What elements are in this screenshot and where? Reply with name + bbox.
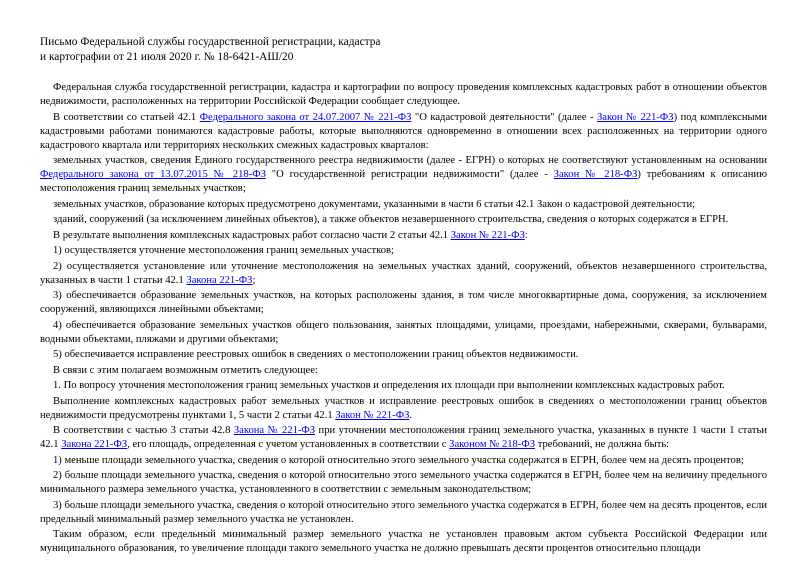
paragraph-land-plots — [40, 154, 767, 196]
text-span: "О государственной регистрации недвижимости" (далее - — [265, 169, 554, 180]
text-span: "О кадастровой деятельности" (далее - — [411, 111, 597, 123]
paragraph-intro: Федеральная служба государственной регистрации, кадастра и картографии по вопросу проведения комплексных кадастровых работ в отношении объектов недвижимости, расположенных на территории Российской Федерации сообщает следующее. — [40, 82, 767, 107]
text-span: ) требованиям к описанию местоположения границ земельных участков; — [40, 169, 767, 194]
link-law-221-works[interactable]: Закон № 221-ФЗ — [335, 409, 410, 421]
text-span: 2) осуществляется установление или уточнение местоположения на земельных участках зданий, сооружений, объектов незавершенного строительства, указанных в части 1 статьи 42.1 — [40, 260, 767, 286]
paragraph-works — [40, 395, 767, 423]
list-item-1: 1) осуществляется уточнение местоположения границ земельных участков; — [53, 245, 394, 256]
document-title — [40, 35, 767, 65]
link-law-218-area[interactable]: Законом № 218-ФЗ — [449, 439, 536, 450]
text-span: В соответствии со статьей 42.1 — [53, 111, 200, 123]
link-law-221-full[interactable]: Федерального закона от 24.07.2007 № 221-ФЗ — [199, 111, 412, 123]
text-span: . — [409, 409, 413, 421]
text-span: В соответствии с частью 3 статьи 42.8 — [53, 425, 234, 436]
list-item-4: 4) обеспечивается образование земельных участков общего пользования, занятых площадями, улицами, проездами, набережными, скверами, бульварами, водными объектами, пляжами и другими объектами; — [40, 319, 767, 345]
paragraph-results — [40, 229, 767, 243]
text-span: Выполнение комплексных кадастровых работ земельных участков и исправление реестровых ошибок в сведениях о местоположении границ объектов недвижимости предусмотрены пунктами 1, 5 части 2 статьи 42.1 — [40, 395, 767, 421]
text-span: ) под комплексными кадастровыми работами понимаются кадастровые работы, которые выполняются одновременно в отношении всех расположенных на территории одного кадастрового квартала или территориях нескольких смежных кадастровых кварталов: — [40, 111, 767, 151]
text-span: , его площадь, определенная с учетом установленных в соответствии с — [127, 439, 450, 450]
list-item-2 — [40, 260, 767, 288]
document-title-line-2: и картографии от 21 июля 2020 г. № 18-6421-АШ/20 — [40, 51, 294, 63]
text-span: : — [524, 229, 528, 241]
document-title-line-1: Письмо Федеральной службы государственной регистрации, кадастра — [40, 36, 381, 48]
link-law-221[interactable]: Закон № 221-ФЗ — [596, 111, 674, 123]
text-span: требований, не должна быть: — [535, 439, 670, 450]
paragraph-buildings: зданий, сооружений (за исключением линейных объектов), а также объектов незавершенного строительства, сведения о которых содержатся в ЕГРН. — [53, 214, 729, 225]
text-span: земельных участков, сведения Единого государственного реестра недвижимости (далее - ЕГРН) о которых не соответствуют установленным на основании — [53, 155, 767, 166]
text-span: В результате выполнения комплексных кадастровых работ согласно части 2 статьи 42.1 — [53, 229, 451, 241]
condition-item-1: 1) меньше площади земельного участка, сведения о которой относительно этого земельного участка содержатся в ЕГРН, более чем на десять процентов; — [53, 454, 744, 466]
link-law-218-full[interactable]: Федерального закона от 13.07.2015 № 218-ФЗ — [40, 169, 266, 180]
paragraph-note: В связи с этим полагаем возможным отметить следующее: — [53, 364, 318, 376]
link-law-218[interactable]: Закон № 218-ФЗ — [553, 169, 638, 180]
list-item-5: 5) обеспечивается исправление реестровых ошибок в сведениях о местоположении границ объектов недвижимости. — [53, 349, 579, 360]
document-body — [40, 81, 767, 556]
link-law-221-results[interactable]: Закон № 221-ФЗ — [450, 229, 525, 241]
link-law-221-item2[interactable]: Закона 221-ФЗ — [186, 274, 253, 286]
paragraph-land-formation: земельных участков, образование которых предусмотрено документами, указанными в части 6 статьи 42.1 Закон о кадастровой деятельности; — [53, 198, 696, 210]
condition-item-2: 2) больше площади земельного участка, сведения о которой относительно этого земельного участка содержатся в ЕГРН, более чем на величину предельного минимального размера земельного участка, установленного в соответствии с земельным законодательством; — [40, 470, 767, 495]
paragraph-area — [40, 424, 767, 452]
link-law-221-area[interactable]: Закона № 221-ФЗ — [233, 425, 316, 436]
list-item-3: 3) обеспечивается образование земельных участков, на которых расположены здания, в том числе многоквартирные дома, сооружения, за исключением сооружений, являющихся линейными объектами; — [40, 290, 767, 315]
text-span: ; — [252, 274, 256, 286]
paragraph-conclusion: Таким образом, если предельный минимальный размер земельного участка не установлен правовым актом субъекта Российской Федерации или муниципального образования, то увеличение площади такого земельного участка не должно превышать десяти процентов относительно площади — [40, 529, 767, 554]
paragraph-section-1: 1. По вопросу уточнения местоположения границ земельных участков и определения их площади при выполнении комплексных кадастровых работ. — [53, 380, 725, 391]
text-span: при уточнении местоположения границ земельного участка, указанных в пункте 1 части 1 статьи 42.1 — [40, 425, 767, 450]
paragraph-definition — [40, 111, 767, 153]
link-law-221-area-b[interactable]: Закона 221-ФЗ — [61, 439, 128, 450]
condition-item-3: 3) больше площади земельного участка, сведения о которой относительно этого земельного участка содержатся в ЕГРН, более чем на десять процентов, если предельный минимальный размер земельного участка не установлен. — [40, 499, 767, 525]
